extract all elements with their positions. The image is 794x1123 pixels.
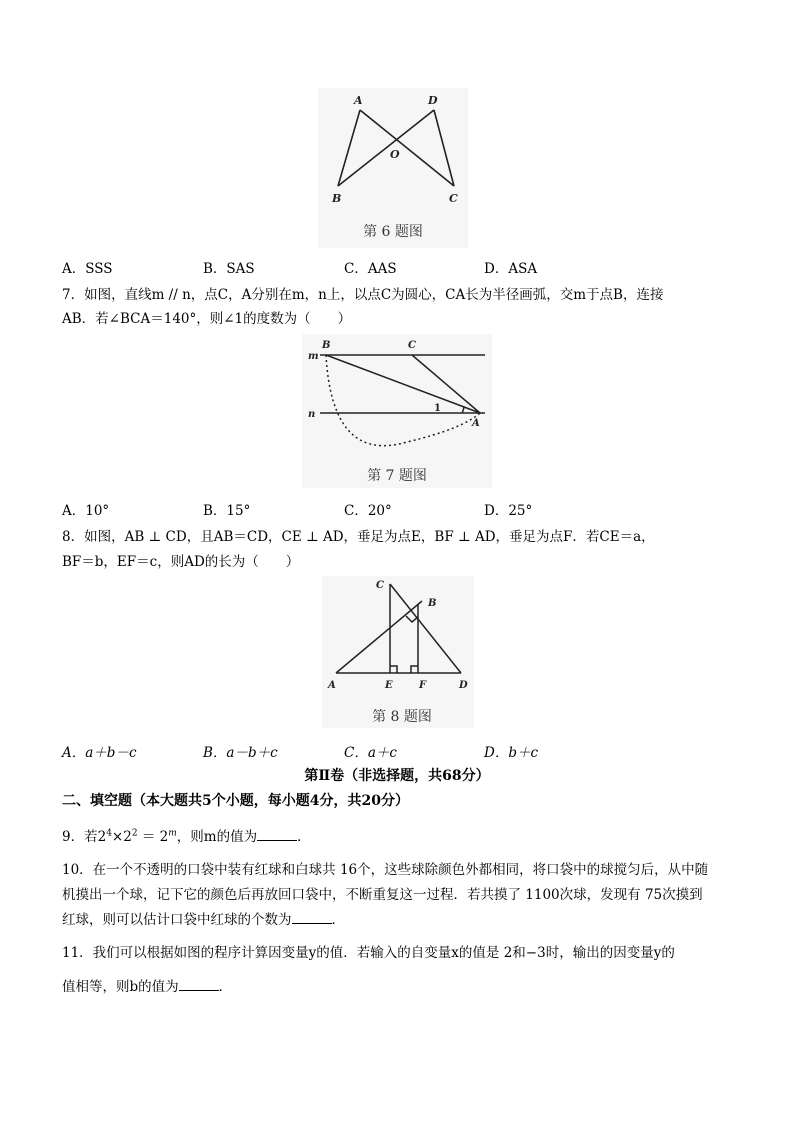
- label-f: F: [419, 680, 427, 691]
- q10-answer-blank[interactable]: [292, 911, 332, 924]
- label-d: D: [459, 680, 468, 691]
- q6-option-a[interactable]: A．SSS: [62, 261, 113, 277]
- q10-text-line2: 机摸出一个球，记下它的颜色后再放回口袋中，不断重复这一过程．若共摸了 1100次球，发现有 75次摸到: [62, 887, 703, 903]
- q8-text-line1: 8．如图，AB ⊥ CD，且AB＝CD，CE ⊥ AD，垂足为点E，BF ⊥ AD，垂足为点F．若CE＝a，: [62, 529, 655, 545]
- q9-times: ×: [111, 829, 124, 845]
- label-c: C: [449, 192, 458, 205]
- q6-options: [62, 257, 742, 277]
- figure-8: [322, 576, 474, 728]
- q9-equals: ＝: [137, 829, 160, 845]
- label-c: C: [376, 580, 384, 591]
- q7-option-a[interactable]: A．10°: [62, 503, 110, 519]
- label-a: A: [328, 680, 336, 691]
- q6-option-c[interactable]: C．AAS: [344, 261, 397, 277]
- segment-cd: [390, 584, 461, 673]
- arc-dotted: [326, 355, 480, 446]
- label-d: D: [428, 94, 438, 107]
- label-a: A: [354, 94, 363, 107]
- q9-base2: 2: [123, 829, 132, 845]
- q8-option-a[interactable]: A．a＋b－c: [62, 745, 137, 761]
- label-angle-1: 1: [434, 403, 441, 414]
- q7-option-c[interactable]: C．20°: [344, 503, 392, 519]
- segment-ba: [326, 355, 480, 413]
- q11-text-line2: [62, 975, 232, 995]
- q7-text-line2: AB．若∠BCA＝140°，则∠1的度数为（ ）: [62, 311, 352, 327]
- q10-text-line1: 10．在一个不透明的口袋中装有红球和白球共 16个，这些球除颜色外都相同，将口袋中的球搅匀后，从中随: [62, 862, 709, 878]
- q10-end: ．: [331, 912, 345, 928]
- q9-text: [62, 825, 311, 845]
- figure-7: [302, 334, 492, 488]
- q9-exp2: 2: [131, 828, 138, 839]
- q8-text-line2: BF＝b，EF＝c，则AD的长为（ ）: [62, 554, 300, 570]
- q8-options: [62, 741, 742, 761]
- segment-dc: [434, 110, 454, 186]
- figure-6-diagram: [318, 88, 468, 248]
- segment-ca: [412, 355, 480, 413]
- q9-exp1: 4: [106, 828, 112, 839]
- label-a: A: [472, 418, 480, 429]
- q7-option-b[interactable]: B．15°: [203, 503, 251, 519]
- label-n: n: [308, 409, 316, 420]
- figure-8-caption: 第 8 题图: [372, 709, 432, 725]
- segment-ac: [360, 110, 454, 186]
- figure-8-diagram: [322, 576, 474, 728]
- label-c: C: [408, 340, 416, 351]
- label-b: B: [322, 340, 331, 351]
- segment-ab: [336, 601, 422, 673]
- q7-option-d[interactable]: D．25°: [484, 503, 533, 519]
- q11-end: ．: [218, 979, 233, 995]
- q9-suffix: ，则m的值为: [176, 829, 258, 845]
- label-e: E: [385, 680, 393, 691]
- label-m: m: [308, 351, 319, 362]
- right-angle-e: [390, 666, 397, 673]
- q10-text-line3: [62, 908, 345, 928]
- segment-ab: [338, 110, 360, 186]
- figure-6-caption: 第 6 题图: [363, 224, 423, 240]
- angle-1-arc: [462, 407, 464, 413]
- segment-db: [338, 110, 434, 186]
- q11-line2-text: 值相等，则b的值为: [62, 979, 179, 995]
- q9-exp3: m: [168, 828, 177, 839]
- figure-7-diagram: [302, 334, 492, 488]
- q11-answer-blank[interactable]: [179, 978, 219, 991]
- q8-option-c[interactable]: C．a＋c: [344, 745, 397, 761]
- label-b: B: [428, 598, 437, 609]
- q9-end: ．: [297, 829, 311, 845]
- label-o: O: [390, 148, 400, 161]
- q9-prefix: 9．若: [62, 829, 98, 845]
- figure-7-caption: 第 7 题图: [367, 468, 427, 484]
- q7-text-line1: 7．如图，直线m // n，点C，A分别在m，n上，以点C为圆心，CA长为半径画弧，交m于点B，连接: [62, 287, 664, 303]
- q11-text-line1: 11．我们可以根据如图的程序计算因变量y的值．若输入的自变量x的值是 2和−3时，输出的因变量y的: [62, 945, 675, 961]
- q8-option-b[interactable]: B．a－b＋c: [203, 745, 278, 761]
- figure-6: [318, 88, 468, 248]
- q9-base3: 2: [159, 829, 169, 845]
- q7-options: [62, 499, 742, 519]
- q9-answer-blank[interactable]: [257, 828, 297, 841]
- q8-option-d[interactable]: D．b＋c: [484, 745, 539, 761]
- right-angle-f: [411, 666, 418, 673]
- q9-base1: 2: [97, 829, 107, 845]
- label-b: B: [332, 192, 342, 205]
- section-2-title: 二、填空题（本大题共5个小题，每小题4分，共20分）: [62, 793, 409, 809]
- q6-option-b[interactable]: B．SAS: [203, 261, 255, 277]
- q6-option-d[interactable]: D．ASA: [484, 261, 538, 277]
- q10-line3-text: 红球，则可以估计口袋中红球的个数为: [62, 912, 292, 928]
- part-2-title: 第Ⅱ卷（非选择题，共68分）: [304, 768, 490, 784]
